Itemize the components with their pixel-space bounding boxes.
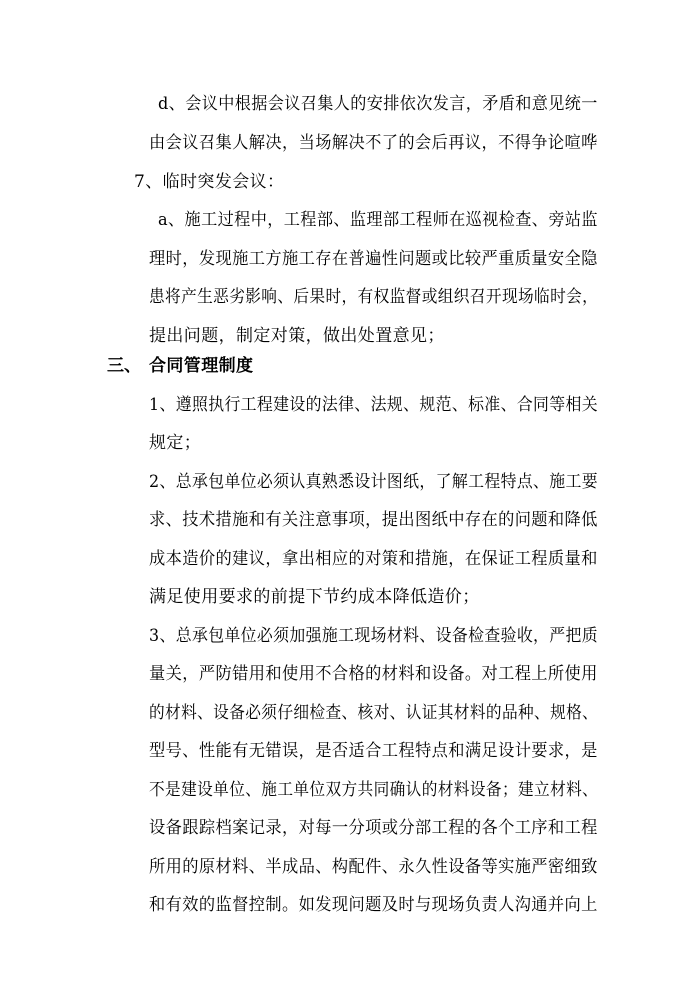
section3-title: 合同管理制度 — [149, 356, 254, 376]
s3-item3-line-6: 设备跟踪档案记录，对每一分项或分部工程的各个工序和工程 — [149, 818, 598, 838]
s3-item1-line-1: 1、遵照执行工程建设的法律、法规、规范、标准、合同等相关 — [149, 395, 599, 415]
s3-item2-line-4: 满足使用要求的前提下节约成本降低造价； — [149, 587, 480, 607]
meeting-d-line-1: d、会议中根据会议召集人的安排依次发言，矛盾和意见统一 — [158, 94, 598, 114]
s3-item2-line-1: 2、总承包单位必须认真熟悉设计图纸，了解工程特点、施工要 — [149, 472, 599, 492]
s3-item3-line-5: 不是建设单位、施工单位双方共同确认的材料设备；建立材料、 — [149, 780, 599, 800]
s3-item3-line-1: 3、总承包单位必须加强施工现场材料、设备检查验收，严把质 — [149, 626, 599, 646]
s3-item2-line-2: 求、技术措施和有关注意事项，提出图纸中存在的问题和降低 — [149, 510, 598, 530]
item7-a-line-3: 患将产生恶劣影响、后果时，有权监督或组织召开现场临时会， — [149, 287, 599, 307]
s3-item3-line-7: 所用的原材料、半成品、构配件、永久性设备等实施严密细致 — [149, 857, 598, 877]
s3-item3-line-4: 型号、性能有无错误，是否适合工程特点和满足设计要求，是 — [149, 741, 598, 761]
s3-item1-line-2: 规定； — [149, 433, 202, 453]
item7-a-line-1: a、施工过程中，工程部、监理部工程师在巡视检查、旁站监 — [158, 210, 598, 230]
item7-title: 7、临时突发会议： — [134, 172, 285, 192]
item7-a-line-4: 提出问题，制定对策，做出处置意见； — [149, 326, 445, 346]
s3-item3-line-3: 的材料、设备必须仔细检查、核对、认证其材料的品种、规格、 — [149, 703, 599, 723]
item7-a-line-2: 理时，发现施工方施工存在普遍性问题或比较严重质量安全隐 — [149, 249, 598, 269]
meeting-d-line-2: 由会议召集人解决，当场解决不了的会后再议，不得争论喧哗 — [149, 133, 598, 153]
s3-item3-line-2: 量关，严防错用和使用不合格的材料和设备。对工程上所使用 — [149, 664, 598, 684]
s3-item2-line-3: 成本造价的建议，拿出相应的对策和措施，在保证工程质量和 — [149, 549, 598, 569]
section3-number: 三、 — [107, 356, 141, 376]
s3-item3-line-8: 和有效的监督控制。如发现问题及时与现场负责人沟通并向上 — [149, 895, 598, 915]
